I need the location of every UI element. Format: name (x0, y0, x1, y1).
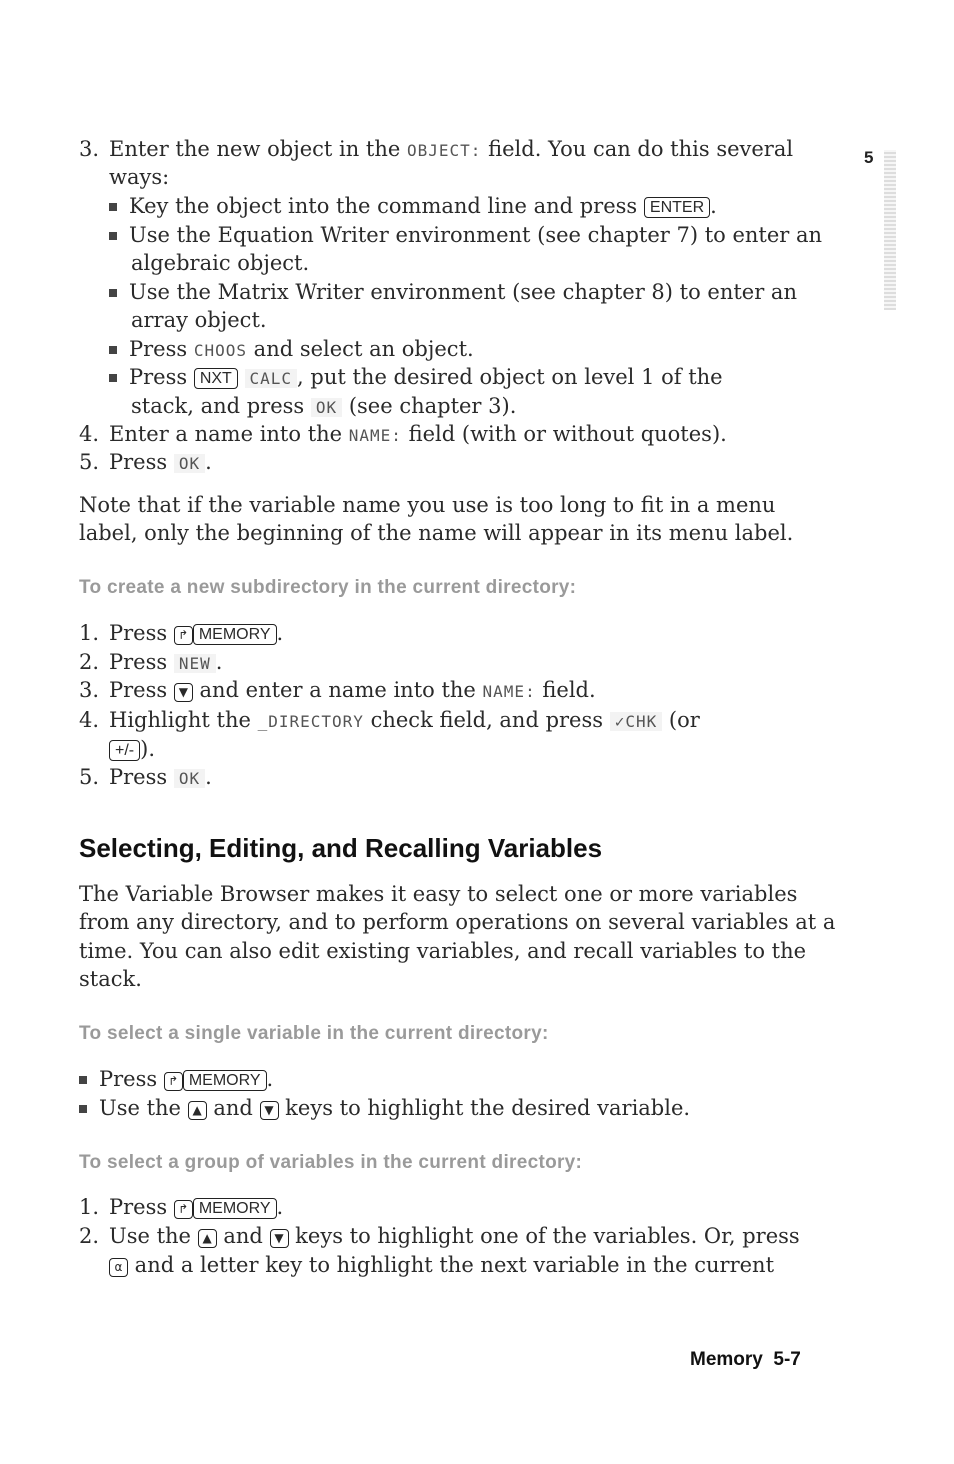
step-text (109, 1223, 800, 1249)
text: . (205, 765, 212, 789)
choos-menu-key: CHOOS (193, 341, 247, 360)
text: Enter the new object in the (109, 137, 407, 161)
list-item-cont (131, 393, 516, 421)
step-number: 1. (79, 621, 100, 645)
step-text (109, 421, 727, 449)
paragraph-line: from any directory, and to perform operations on several variables at a (79, 910, 836, 934)
step-number: 2. (79, 650, 100, 674)
text: (or (662, 708, 700, 732)
step-text (109, 136, 793, 164)
step-text (109, 649, 222, 677)
list-item-cont: algebraic object. (131, 251, 310, 275)
text: and (206, 1096, 260, 1120)
step-number: 4. (79, 422, 100, 446)
name-field-name: NAME: (348, 426, 402, 445)
text: Key the object into the command line and press (129, 194, 644, 218)
text: Press (109, 765, 174, 789)
directory-field-name: _DIRECTORY (257, 712, 364, 731)
text: Use the Matrix Writer environment (see chapter 8) to enter an (129, 280, 797, 304)
new-menu-key: NEW (174, 654, 216, 673)
text: Highlight the (109, 708, 258, 732)
text: . (266, 1067, 274, 1091)
step-number: 5. (79, 450, 100, 474)
bullet-icon (109, 232, 117, 240)
step-text-cont (109, 1252, 774, 1278)
up-arrow-icon: ▲ (198, 1229, 217, 1248)
paragraph-line: time. You can also edit existing variables, and recall variables to the (79, 939, 807, 963)
section-title: Selecting, Editing, and Recalling Variables (79, 833, 603, 863)
text: check field, and press (363, 708, 610, 732)
bullet-icon (109, 203, 117, 211)
text: and (216, 1224, 270, 1248)
calc-menu-key: CALC (245, 369, 298, 388)
plus-minus-key: +/- (109, 740, 140, 761)
chapter-tab-marker (884, 150, 896, 310)
chapter-tab-number: 5 (864, 148, 874, 167)
right-shift-icon: ↱ (174, 626, 193, 645)
text: Press (109, 450, 174, 474)
text: Press (99, 1067, 164, 1091)
nxt-key: NXT (194, 368, 238, 389)
list-item-cont: array object. (131, 308, 267, 332)
step-number: 3. (79, 678, 100, 702)
bullet-icon (109, 289, 117, 297)
text: . (710, 194, 717, 218)
step-text-cont: ways: (109, 165, 170, 189)
text: stack, and press (131, 394, 311, 418)
ok-menu-key: OK (311, 398, 342, 417)
text: field. You can do this several (481, 137, 794, 161)
step-number: 1. (79, 1195, 100, 1219)
down-arrow-icon: ▼ (260, 1101, 279, 1120)
subheading: To create a new subdirectory in the current directory: (79, 577, 577, 598)
alpha-key-icon: α (109, 1258, 128, 1277)
text: Press (129, 365, 194, 389)
list-item (109, 279, 797, 305)
paragraph-line: The Variable Browser makes it easy to select one or more variables (79, 882, 798, 906)
text: Enter a name into the (109, 422, 349, 446)
text: and select an object. (247, 337, 474, 361)
paragraph-line: stack. (79, 967, 142, 991)
text: . (215, 650, 223, 674)
step-text (109, 1194, 283, 1220)
step-text-cont (109, 736, 155, 762)
text: field. (535, 678, 596, 702)
list-item (109, 222, 822, 248)
subheading: To select a group of variables in the current directory: (79, 1152, 583, 1173)
ok-menu-key: OK (174, 454, 205, 473)
step-text (109, 449, 212, 477)
chk-menu-key: ✓CHK (610, 712, 663, 731)
subheading: To select a single variable in the current directory: (79, 1023, 549, 1044)
text: (see chapter 3). (342, 394, 517, 418)
right-shift-icon: ↱ (164, 1072, 183, 1091)
step-text (109, 707, 700, 735)
bullet-icon (109, 346, 117, 354)
text: Use the (99, 1096, 188, 1120)
name-field-name: NAME: (482, 682, 536, 701)
text: Press (109, 650, 174, 674)
memory-key: MEMORY (183, 1070, 267, 1091)
list-item (109, 364, 723, 392)
memory-key: MEMORY (193, 624, 277, 645)
step-number: 5. (79, 765, 100, 789)
enter-key: ENTER (644, 197, 710, 218)
step-number: 4. (79, 708, 100, 732)
text: Press (109, 621, 174, 645)
step-text (109, 677, 596, 705)
text: and enter a name into the (192, 678, 483, 702)
text: Press (129, 337, 194, 361)
memory-key: MEMORY (193, 1198, 277, 1219)
bullet-icon (79, 1076, 87, 1084)
text: Press (109, 678, 174, 702)
step-text (109, 764, 212, 792)
text: . (276, 621, 284, 645)
down-arrow-icon: ▼ (174, 683, 193, 702)
text: and a letter key to highlight the next variable in the current (128, 1253, 775, 1277)
bullet-icon (109, 374, 117, 382)
step-text (109, 620, 283, 646)
list-item (109, 193, 717, 219)
object-field-name: OBJECT: (407, 141, 482, 160)
down-arrow-icon: ▼ (270, 1229, 289, 1248)
text: , put the desired object on level 1 of the (297, 365, 723, 389)
list-item (79, 1095, 690, 1121)
ok-menu-key: OK (174, 769, 205, 788)
text: Use the (109, 1224, 198, 1248)
step-number: 2. (79, 1224, 100, 1248)
page-footer: Memory 5-7 (690, 1349, 801, 1370)
text: keys to highlight one of the variables. Or, press (288, 1224, 800, 1248)
step-number: 3. (79, 137, 100, 161)
text: keys to highlight the desired variable. (278, 1096, 691, 1120)
text: . (276, 1195, 284, 1219)
list-item (109, 336, 474, 364)
bullet-icon (79, 1105, 87, 1113)
text: field (with or without quotes). (401, 422, 727, 446)
paragraph-line: label, only the beginning of the name will appear in its menu label. (79, 521, 794, 545)
right-shift-icon: ↱ (174, 1200, 193, 1219)
text: Press (109, 1195, 174, 1219)
text: Use the Equation Writer environment (see chapter 7) to enter an (129, 223, 823, 247)
text: . (205, 450, 212, 474)
text: ). (140, 737, 155, 761)
list-item (79, 1066, 273, 1092)
up-arrow-icon: ▲ (188, 1101, 207, 1120)
paragraph-line: Note that if the variable name you use is too long to fit in a menu (79, 493, 776, 517)
